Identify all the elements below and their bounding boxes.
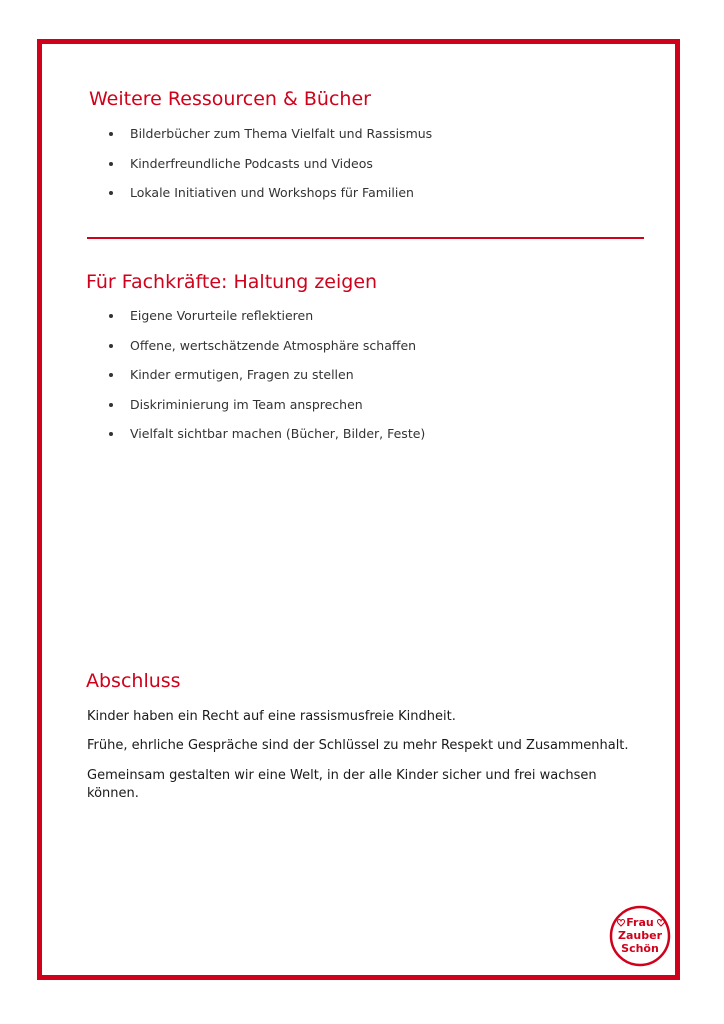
closing-heading: Abschluss [86, 670, 181, 692]
professionals-list [107, 307, 425, 455]
section-divider [87, 237, 644, 239]
logo-text-line3: Schön [621, 942, 659, 955]
list-item: Diskriminierung im Team ansprechen [107, 396, 425, 426]
closing-paragraph: Frühe, ehrliche Gespräche sind der Schlüssel zu mehr Respekt und Zusammenhalt. [87, 738, 629, 753]
logo-text-line1: Frau [626, 916, 654, 929]
logo-text-line2: Zauber [618, 929, 662, 942]
professionals-heading: Für Fachkräfte: Haltung zeigen [86, 271, 378, 293]
list-item: Kinder ermutigen, Fragen zu stellen [107, 366, 425, 396]
list-item: Offene, wertschätzende Atmosphäre schaffen [107, 337, 425, 367]
list-item: Kinderfreundliche Podcasts und Videos [107, 155, 432, 185]
resources-list [107, 125, 432, 214]
frau-zauber-schoen-logo [609, 905, 671, 967]
list-item: Eigene Vorurteile reflektieren [107, 307, 425, 337]
closing-paragraph: Gemeinsam gestalten wir eine Welt, in der alle Kinder sicher und frei wachsen können. [87, 768, 597, 801]
closing-paragraph: Kinder haben ein Recht auf eine rassismusfreie Kindheit. [87, 709, 456, 724]
resources-heading: Weitere Ressourcen & Bücher [89, 88, 371, 110]
list-item: Lokale Initiativen und Workshops für Familien [107, 184, 432, 214]
list-item: Vielfalt sichtbar machen (Bücher, Bilder, Feste) [107, 425, 425, 455]
list-item: Bilderbücher zum Thema Vielfalt und Rassismus [107, 125, 432, 155]
